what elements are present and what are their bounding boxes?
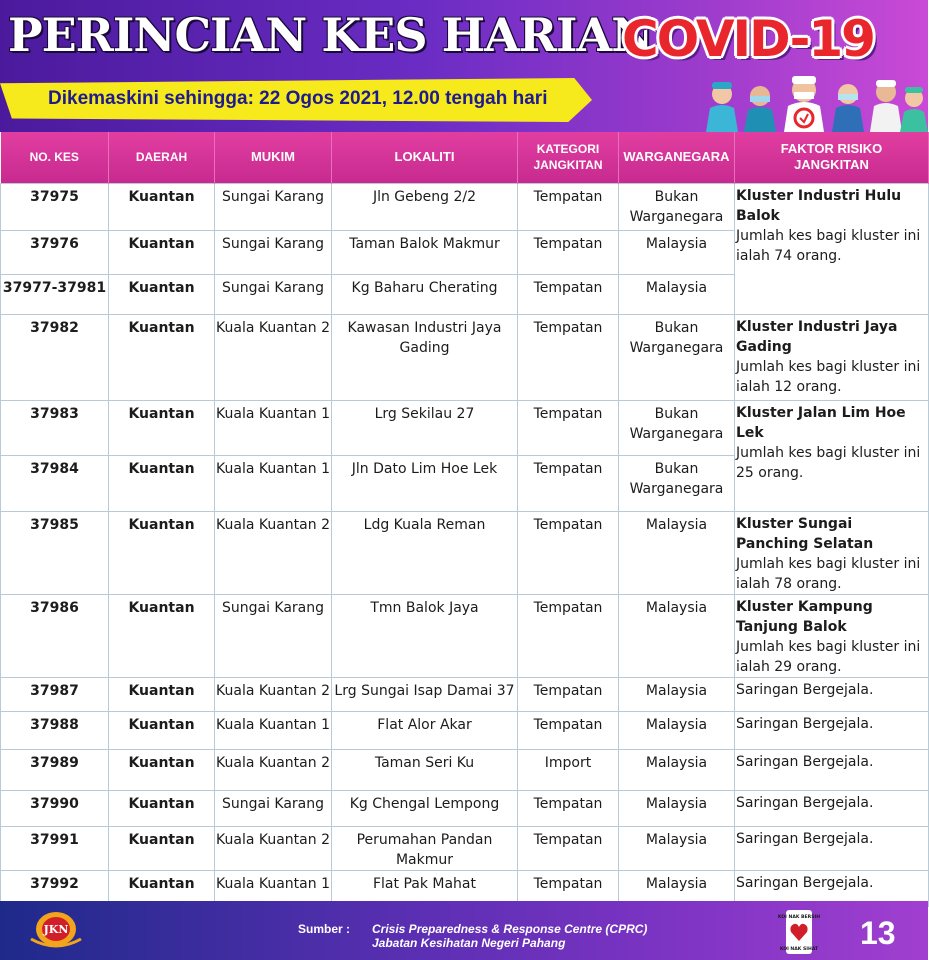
table-row bbox=[1, 400, 929, 455]
cell-daerah: Kuantan bbox=[109, 230, 215, 274]
cluster-name: Kluster Jalan Lim Hoe Lek bbox=[736, 404, 906, 441]
cluster-detail: Jumlah kes bagi kluster ini 25 orang. bbox=[736, 444, 921, 481]
cluster-name: Kluster Kampung Tanjung Balok bbox=[736, 598, 873, 635]
cluster-detail: Saringan Bergejala. bbox=[736, 874, 874, 891]
cell-lokaliti: Taman Seri Ku bbox=[332, 749, 518, 790]
cell-mukim: Kuala Kuantan 2 bbox=[215, 314, 332, 400]
cell-mukim: Sungai Karang bbox=[215, 274, 332, 314]
page-number: 13 bbox=[860, 915, 896, 951]
worker-5 bbox=[870, 80, 902, 132]
col-faktor: FAKTOR RISIKO JANGKITAN bbox=[735, 132, 929, 183]
cell-faktor bbox=[735, 749, 929, 790]
cell-faktor bbox=[735, 594, 929, 677]
cell-daerah: Kuantan bbox=[109, 314, 215, 400]
cell-mukim: Sungai Karang bbox=[215, 183, 332, 230]
cell-no: 37976 bbox=[1, 230, 109, 274]
cell-lokaliti: Ldg Kuala Reman bbox=[332, 511, 518, 594]
cell-lokaliti: Flat Alor Akar bbox=[332, 711, 518, 749]
cell-no: 37990 bbox=[1, 790, 109, 826]
cell-lokaliti: Jln Gebeng 2/2 bbox=[332, 183, 518, 230]
col-no-kes: NO. KES bbox=[1, 132, 109, 183]
table-row bbox=[1, 183, 929, 230]
cluster-detail: Saringan Bergejala. bbox=[736, 681, 874, 698]
cell-kategori: Tempatan bbox=[518, 511, 619, 594]
table-row bbox=[1, 826, 929, 870]
cell-lokaliti: Tmn Balok Jaya bbox=[332, 594, 518, 677]
cluster-detail: Jumlah kes bagi kluster ini ialah 74 orang. bbox=[736, 227, 921, 264]
cell-mukim: Kuala Kuantan 2 bbox=[215, 749, 332, 790]
cell-mukim: Kuala Kuantan 2 bbox=[215, 826, 332, 870]
table-row bbox=[1, 749, 929, 790]
cell-warganegara: Bukan Warganegara bbox=[619, 455, 735, 511]
cell-mukim: Kuala Kuantan 2 bbox=[215, 511, 332, 594]
cell-kategori: Tempatan bbox=[518, 826, 619, 870]
case-table bbox=[0, 132, 928, 901]
cell-daerah: Kuantan bbox=[109, 677, 215, 711]
cell-no: 37982 bbox=[1, 314, 109, 400]
cell-mukim: Kuala Kuantan 1 bbox=[215, 400, 332, 455]
jkn-logo bbox=[27, 909, 85, 949]
table-row bbox=[1, 790, 929, 826]
cell-kategori: Tempatan bbox=[518, 230, 619, 274]
cell-lokaliti: Perumahan Pandan Makmur bbox=[332, 826, 518, 870]
cell-mukim: Sungai Karang bbox=[215, 790, 332, 826]
col-kategori: KATEGORI JANGKITAN bbox=[518, 132, 619, 183]
cell-no: 37985 bbox=[1, 511, 109, 594]
cell-no: 37984 bbox=[1, 455, 109, 511]
cell-kategori: Tempatan bbox=[518, 314, 619, 400]
cell-kategori: Tempatan bbox=[518, 790, 619, 826]
cell-warganegara: Malaysia bbox=[619, 274, 735, 314]
cell-warganegara: Malaysia bbox=[619, 790, 735, 826]
cell-lokaliti: Kg Baharu Cherating bbox=[332, 274, 518, 314]
worker-2 bbox=[744, 86, 776, 132]
cluster-detail: Jumlah kes bagi kluster ini ialah 29 orang. bbox=[736, 638, 921, 675]
cell-no: 37983 bbox=[1, 400, 109, 455]
cell-no: 37989 bbox=[1, 749, 109, 790]
cell-lokaliti: Kawasan Industri Jaya Gading bbox=[332, 314, 518, 400]
jkn-logo-text: JKN bbox=[43, 923, 69, 936]
cell-no: 37987 bbox=[1, 677, 109, 711]
cell-daerah: Kuantan bbox=[109, 749, 215, 790]
cell-daerah: Kuantan bbox=[109, 870, 215, 906]
logo-bottom-text: KOI NAK SIHAT bbox=[779, 947, 819, 952]
worker-6 bbox=[900, 87, 928, 132]
cell-daerah: Kuantan bbox=[109, 274, 215, 314]
cell-mukim: Kuala Kuantan 1 bbox=[215, 870, 332, 906]
cell-daerah: Kuantan bbox=[109, 711, 215, 749]
cell-daerah: Kuantan bbox=[109, 594, 215, 677]
logo-top-text: KOI NAK BERSIH bbox=[777, 915, 821, 920]
cell-no: 37975 bbox=[1, 183, 109, 230]
header-banner bbox=[0, 0, 928, 132]
updated-text: Dikemaskini sehingga: 22 Ogos 2021, 12.00 tengah hari bbox=[48, 88, 548, 109]
cluster-detail: Jumlah kes bagi kluster ini ialah 78 orang. bbox=[736, 555, 921, 592]
cell-faktor bbox=[735, 677, 929, 711]
col-lokaliti: LOKALITI bbox=[332, 132, 518, 183]
cell-kategori: Tempatan bbox=[518, 400, 619, 455]
col-mukim: MUKIM bbox=[215, 132, 332, 183]
cluster-detail: Saringan Bergejala. bbox=[736, 830, 874, 847]
cluster-detail: Saringan Bergejala. bbox=[736, 753, 874, 770]
worker-3 bbox=[784, 76, 824, 132]
source-line-2: Jabatan Kesihatan Negeri Pahang bbox=[372, 936, 566, 950]
cell-no: 37992 bbox=[1, 870, 109, 906]
table-header-row bbox=[1, 132, 929, 183]
cell-lokaliti: Kg Chengal Lempong bbox=[332, 790, 518, 826]
koi-nak-sihat-logo bbox=[777, 910, 821, 954]
cell-kategori: Tempatan bbox=[518, 594, 619, 677]
cluster-name: Kluster Sungai Panching Selatan bbox=[736, 515, 874, 552]
cell-mukim: Sungai Karang bbox=[215, 594, 332, 677]
cell-no: 37988 bbox=[1, 711, 109, 749]
cell-kategori: Tempatan bbox=[518, 183, 619, 230]
cluster-detail: Jumlah kes bagi kluster ini ialah 12 orang. bbox=[736, 358, 921, 395]
cell-warganegara: Malaysia bbox=[619, 230, 735, 274]
cluster-detail: Saringan Bergejala. bbox=[736, 715, 874, 732]
cell-warganegara: Malaysia bbox=[619, 749, 735, 790]
cell-kategori: Tempatan bbox=[518, 870, 619, 906]
cell-kategori: Tempatan bbox=[518, 274, 619, 314]
cell-warganegara: Bukan Warganegara bbox=[619, 400, 735, 455]
cell-faktor bbox=[735, 511, 929, 594]
cell-daerah: Kuantan bbox=[109, 183, 215, 230]
table-row bbox=[1, 677, 929, 711]
cell-mukim: Kuala Kuantan 2 bbox=[215, 677, 332, 711]
cell-warganegara: Malaysia bbox=[619, 677, 735, 711]
cell-faktor bbox=[735, 711, 929, 749]
source-line-1: Crisis Preparedness & Response Centre (CPRC) bbox=[372, 922, 648, 936]
cell-daerah: Kuantan bbox=[109, 511, 215, 594]
cell-daerah: Kuantan bbox=[109, 400, 215, 455]
cell-lokaliti: Taman Balok Makmur bbox=[332, 230, 518, 274]
covid-title: COVID-19 bbox=[622, 10, 874, 68]
cell-kategori: Tempatan bbox=[518, 677, 619, 711]
cell-no: 37977-37981 bbox=[1, 274, 109, 314]
page-title: PERINCIAN KES HARIAN bbox=[8, 8, 653, 62]
cell-warganegara: Malaysia bbox=[619, 594, 735, 677]
table-row bbox=[1, 314, 929, 400]
cell-kategori: Tempatan bbox=[518, 711, 619, 749]
footer-bar bbox=[0, 901, 928, 960]
cell-warganegara: Malaysia bbox=[619, 826, 735, 870]
cluster-name: Kluster Industri Jaya Gading bbox=[736, 318, 898, 355]
cluster-name: Kluster Industri Hulu Balok bbox=[736, 187, 902, 224]
cell-lokaliti: Lrg Sungai Isap Damai 37 bbox=[332, 677, 518, 711]
cell-daerah: Kuantan bbox=[109, 826, 215, 870]
cell-warganegara: Bukan Warganegara bbox=[619, 183, 735, 230]
cell-mukim: Kuala Kuantan 1 bbox=[215, 455, 332, 511]
cell-warganegara: Malaysia bbox=[619, 511, 735, 594]
cell-faktor bbox=[735, 790, 929, 826]
cell-no: 37986 bbox=[1, 594, 109, 677]
cell-faktor bbox=[735, 826, 929, 870]
cell-mukim: Sungai Karang bbox=[215, 230, 332, 274]
table-row bbox=[1, 594, 929, 677]
health-workers-illustration bbox=[700, 72, 928, 132]
table-row bbox=[1, 511, 929, 594]
table-row bbox=[1, 711, 929, 749]
cell-lokaliti: Jln Dato Lim Hoe Lek bbox=[332, 455, 518, 511]
cell-warganegara: Bukan Warganegara bbox=[619, 314, 735, 400]
cell-no: 37991 bbox=[1, 826, 109, 870]
cluster-detail: Saringan Bergejala. bbox=[736, 794, 874, 811]
cell-lokaliti: Flat Pak Mahat bbox=[332, 870, 518, 906]
cell-faktor bbox=[735, 183, 929, 314]
cell-mukim: Kuala Kuantan 1 bbox=[215, 711, 332, 749]
source-label: Sumber : bbox=[298, 922, 351, 936]
cell-kategori: Import bbox=[518, 749, 619, 790]
cell-faktor bbox=[735, 314, 929, 400]
cell-daerah: Kuantan bbox=[109, 455, 215, 511]
cell-lokaliti: Lrg Sekilau 27 bbox=[332, 400, 518, 455]
cell-daerah: Kuantan bbox=[109, 790, 215, 826]
worker-1 bbox=[706, 82, 738, 132]
col-daerah: DAERAH bbox=[109, 132, 215, 183]
worker-4 bbox=[832, 84, 864, 132]
cell-warganegara: Malaysia bbox=[619, 711, 735, 749]
col-warganegara: WARGANEGARA bbox=[619, 132, 735, 183]
cell-kategori: Tempatan bbox=[518, 455, 619, 511]
cell-faktor bbox=[735, 400, 929, 511]
cell-warganegara: Malaysia bbox=[619, 870, 735, 906]
